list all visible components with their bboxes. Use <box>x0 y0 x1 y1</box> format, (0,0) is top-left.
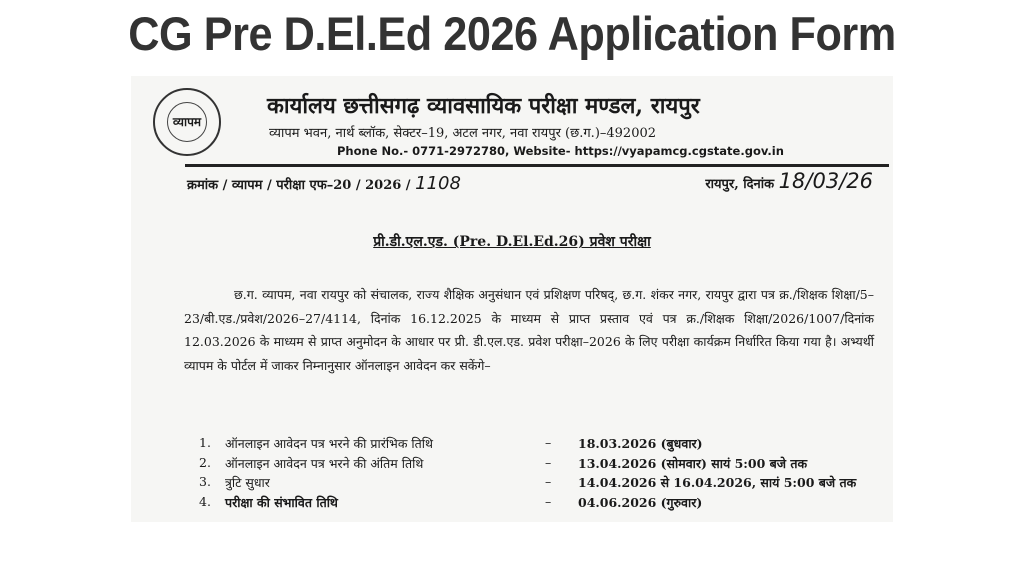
seal-emblem: व्यापम <box>167 102 207 142</box>
date-prefix: रायपुर, दिनांक <box>705 177 775 192</box>
schedule-value: 14.04.2026 से 16.04.2026, सायं 5:00 बजे तक <box>578 475 857 490</box>
schedule-number: 1. <box>199 435 211 450</box>
schedule-row <box>199 474 889 494</box>
notice-document <box>131 76 893 522</box>
schedule-label: परीक्षा की संभावित तिथि <box>225 494 338 510</box>
schedule-label: त्रुटि सुधार <box>225 475 270 490</box>
header-divider <box>185 164 889 167</box>
schedule-label: ऑनलाइन आवेदन पत्र भरने की अंतिम तिथि <box>225 455 424 471</box>
schedule-dash: – <box>545 435 552 450</box>
schedule-value: 18.03.2026 (बुधवार) <box>578 436 703 451</box>
schedule-row <box>199 494 889 514</box>
schedule-dash: – <box>545 474 552 489</box>
notice-paragraph <box>184 283 874 377</box>
contact-info: Phone No.- 0771-2972780, Website- https://vyapamcg.cgstate.gov.in <box>337 144 784 158</box>
schedule-value: 13.04.2026 (सोमवार) सायं 5:00 बजे तक <box>578 455 808 471</box>
issue-date <box>705 169 873 193</box>
notice-heading: प्री.डी.एल.एड. (Pre. D.El.Ed.26) प्रवेश परीक्षा <box>373 234 651 250</box>
schedule-number: 3. <box>199 474 211 489</box>
schedule-number: 4. <box>199 493 211 509</box>
reference-prefix: क्रमांक / व्यापम / परीक्षा एफ–20 / 2026 / <box>187 178 411 193</box>
schedule-list <box>199 435 889 513</box>
schedule-number: 2. <box>199 454 211 470</box>
schedule-dash: – <box>545 454 552 470</box>
vyapam-seal-logo <box>153 88 221 156</box>
organization-address: व्यापम भवन, नार्थ ब्लॉक, सेक्टर–19, अटल नगर, नवा रायपुर (छ.ग.)–492002 <box>269 126 657 141</box>
reference-number <box>187 173 461 194</box>
schedule-row <box>199 455 889 475</box>
reference-handwritten-number: 1108 <box>415 173 461 194</box>
schedule-row <box>199 435 889 455</box>
notice-paragraph-text: छ.ग. व्यापम, नवा रायपुर को संचालक, राज्य शैक्षिक अनुसंधान एवं प्रशिक्षण परिषद्, छ.ग. शंकर नगर, रायपुर द्वारा पत्र क्र./शिक्षक शिक्षा/5–23/बी.एड./प्रवेश/2026–27/4114, दिनांक 16.12.2025 के माध्यम से प्राप्त प्रस्ताव एवं पत्र क्र./शिक्षक शिक्षा/2026/1007/दिनांक 12.03.2026 के माध्यम से प्राप्त अनुमोदन के आधार पर प्री. डी.एल.एड. प्रवेश परीक्षा–2026 के लिए परीक्षा कार्यक्रम निर्धारित किया गया है। अभ्यर्थी व्यापम के पोर्टल में जाकर निम्नानुसार ऑनलाइन आवेदन कर सकेंगे– <box>184 287 874 373</box>
schedule-dash: – <box>545 493 552 509</box>
date-handwritten: 18/03/26 <box>778 169 873 193</box>
schedule-value: 04.06.2026 (गुरुवार) <box>578 494 703 510</box>
organization-name: कार्यालय छत्तीसगढ़ व्यावसायिक परीक्षा मण्डल, रायपुर <box>267 93 700 119</box>
schedule-label: ऑनलाइन आवेदन पत्र भरने की प्रारंभिक तिथि <box>225 436 434 451</box>
banner-title: CG Pre D.El.Ed 2026 Application Form <box>128 7 896 60</box>
